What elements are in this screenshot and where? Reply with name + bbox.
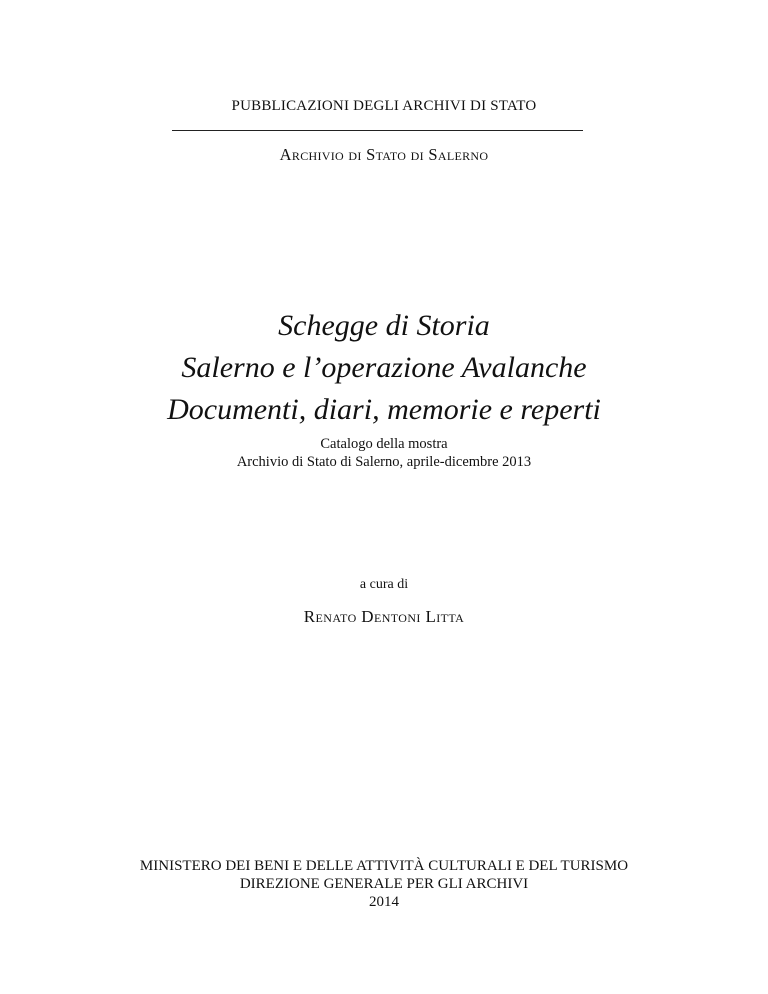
publisher-line-2: DIREZIONE GENERALE PER GLI ARCHIVI — [239, 876, 529, 892]
archive-name: Archivio di Stato di Salerno — [279, 145, 489, 164]
catalog-line-1: Catalogo della mostra — [320, 436, 448, 452]
title-line-1: Schegge di Storia — [278, 309, 490, 342]
publisher-line-1: MINISTERO DEI BENI E DELLE ATTIVITÀ CULTURALI E DEL TURISMO — [139, 858, 629, 874]
series-title: PUBBLICAZIONI DEGLI ARCHIVI DI STATO — [231, 98, 537, 114]
title-line-3: Documenti, diari, memorie e reperti — [167, 393, 601, 426]
publication-year: 2014 — [369, 894, 399, 910]
catalog-line-2: Archivio di Stato di Salerno, aprile-dicembre 2013 — [236, 454, 532, 470]
header-divider — [172, 130, 583, 131]
title-line-2: Salerno e l’operazione Avalanche — [181, 351, 587, 384]
publisher-block — [0, 857, 768, 911]
curator-name: Renato Dentoni Litta — [303, 607, 465, 626]
book-title — [0, 305, 768, 431]
catalog-info — [0, 435, 768, 471]
curator-label: a cura di — [359, 577, 409, 592]
